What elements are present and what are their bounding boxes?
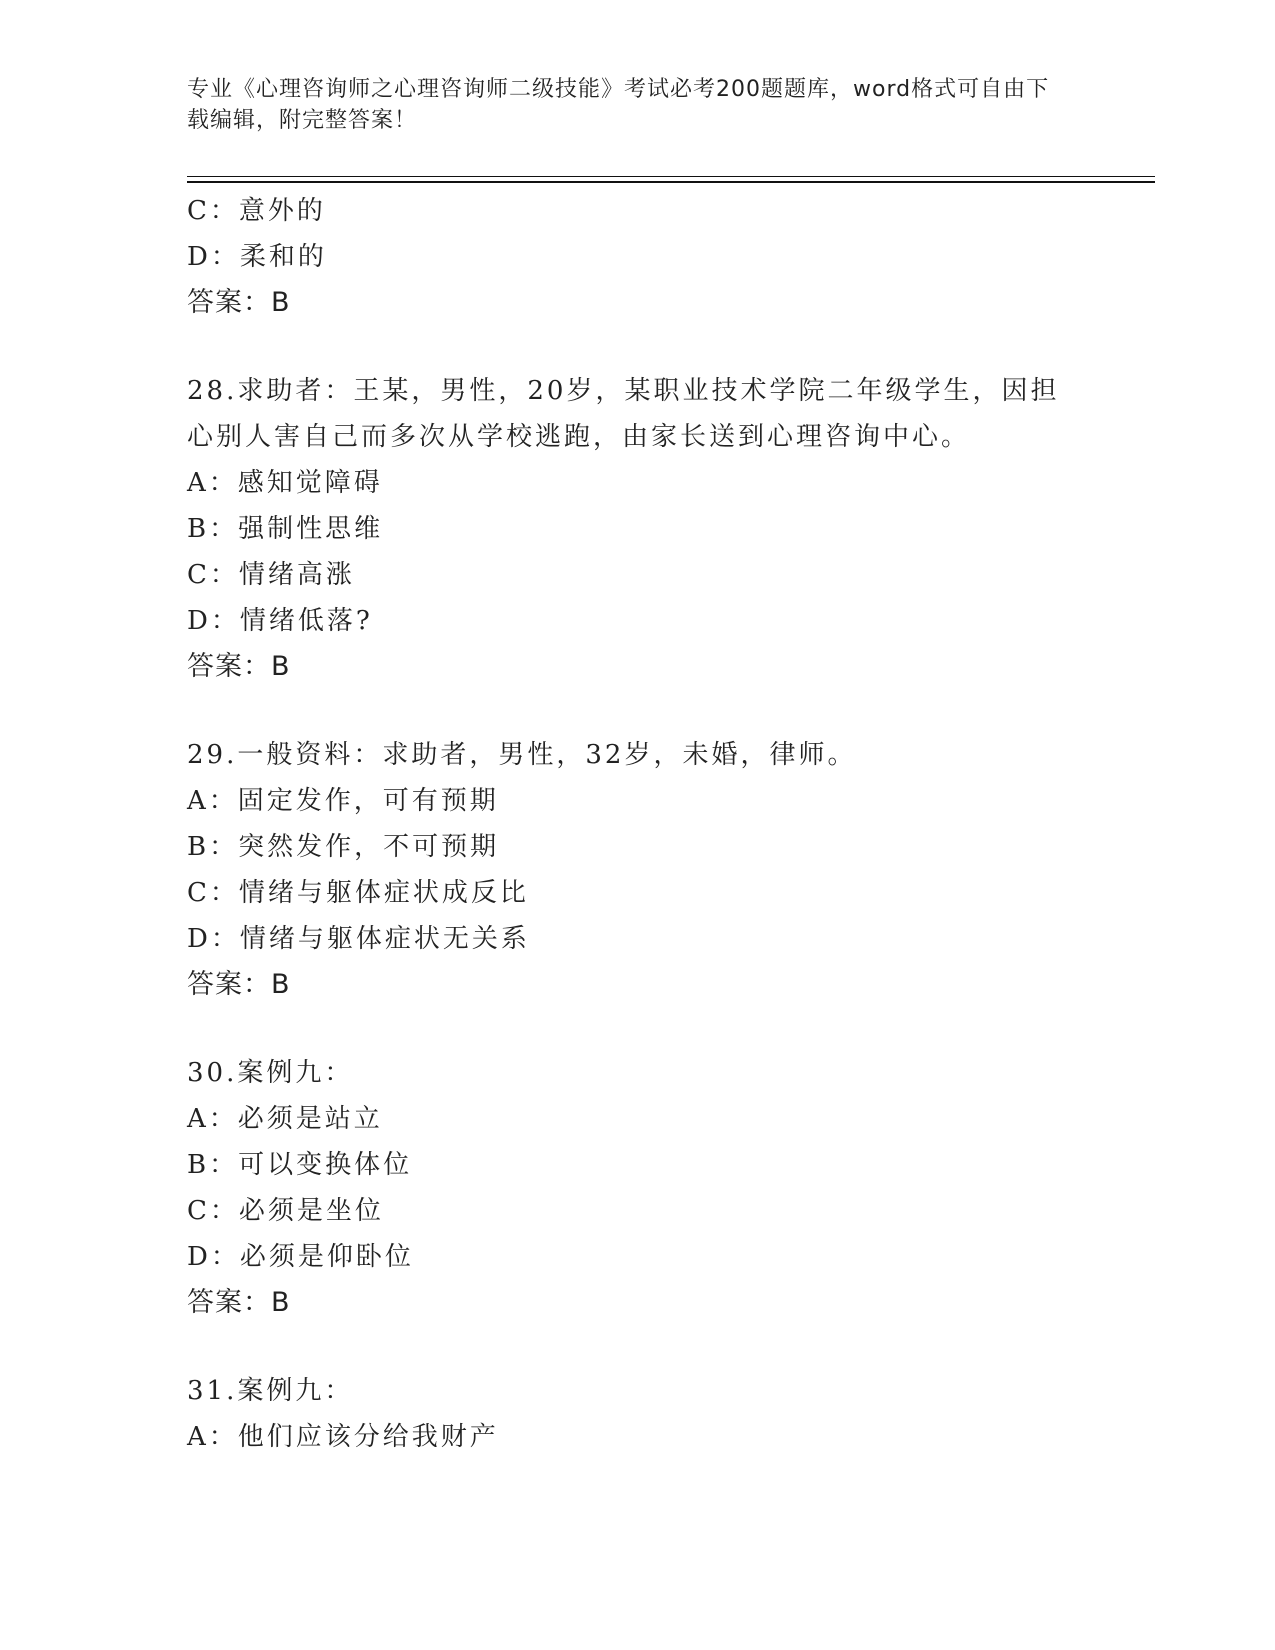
question-28 <box>187 368 1087 690</box>
question-31 <box>187 1368 1087 1460</box>
option-d: D：情绪与躯体症状无关系 <box>187 924 530 954</box>
option-b: B：突然发作，不可预期 <box>187 832 500 862</box>
option-b: B：强制性思维 <box>187 514 384 544</box>
option-a: A：感知觉障碍 <box>187 468 383 498</box>
option-b: B：可以变换体位 <box>187 1150 413 1180</box>
answer-line: 答案：B <box>187 1287 291 1318</box>
divider-line-thin <box>187 176 1155 177</box>
question-text: 28.求助者：王某，男性，20岁，某职业技术学院二年级学生，因担心别人害自己而多次从学校逃跑，由家长送到心理咨询中心。 <box>187 376 1060 452</box>
question-30 <box>187 1050 1087 1326</box>
question-text: 30.案例九： <box>187 1058 354 1088</box>
header-divider <box>187 176 1155 183</box>
option-a: A：固定发作，可有预期 <box>187 786 499 816</box>
question-text: 29.一般资料：求助者，男性，32岁，未婚，律师。 <box>187 740 857 770</box>
option-c: C：必须是坐位 <box>187 1196 384 1226</box>
option-a: A：他们应该分给我财产 <box>187 1422 499 1452</box>
question-29 <box>187 732 1087 1008</box>
continued-question <box>187 188 1087 326</box>
question-text: 31.案例九： <box>187 1376 354 1406</box>
option-d: D：柔和的 <box>187 242 327 272</box>
option-a: A：必须是站立 <box>187 1104 383 1134</box>
document-header: 专业《心理咨询师之心理咨询师二级技能》考试必考200题题库，word格式可自由下载编辑，附完整答案！ <box>187 77 1050 133</box>
option-d: D：情绪低落? <box>187 606 373 636</box>
answer-line: 答案：B <box>187 969 291 1000</box>
option-d: D：必须是仰卧位 <box>187 1242 414 1272</box>
option-c: C：情绪与躯体症状成反比 <box>187 878 529 908</box>
option-c: C：意外的 <box>187 196 326 226</box>
answer-line: 答案：B <box>187 651 291 682</box>
divider-line-thick <box>187 181 1155 183</box>
question-content <box>187 188 1087 1460</box>
answer-line: 答案：B <box>187 287 291 318</box>
option-c: C：情绪高涨 <box>187 560 355 590</box>
